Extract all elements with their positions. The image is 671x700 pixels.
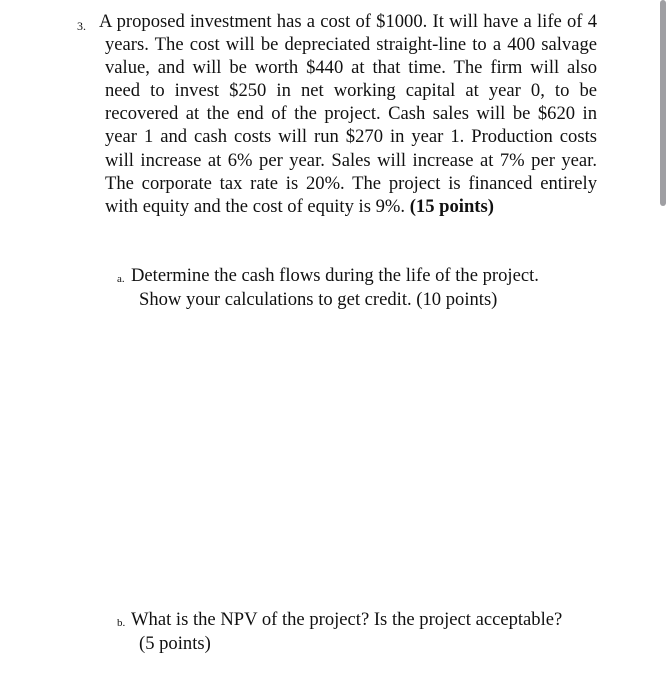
part-a-letter: a.: [117, 273, 125, 285]
question-number: 3.: [77, 19, 86, 33]
question-body: [99, 10, 597, 218]
question-points: (15 points): [409, 195, 494, 217]
part-a: [131, 264, 591, 311]
part-b-letter: b.: [117, 617, 126, 629]
part-a-line-2: Show your calculations to get credit. (10 points): [139, 288, 498, 310]
part-b: [131, 608, 611, 655]
part-a-line-1: Determine the cash flows during the life of the project.: [131, 265, 539, 286]
vertical-scrollbar[interactable]: [660, 0, 666, 206]
question-text: A proposed investment has a cost of $1000. It will have a life of 4 years. The cost will be depreciated straight-line to a 400 salvage value, and will be worth $440 at that time. The firm will also need to invest $250 in net working capital at year 0, to be recovered at the end of the project. Cash sales will be $620 in year 1 and cash costs will run $270 in year 1. Production costs will increase at 6% per year. Sales will increase at 7% per year. The corporate tax rate is 20%. The project is financed entirely with equity and the cost of equity is 9%.: [99, 11, 597, 217]
part-b-line-2: (5 points): [139, 632, 211, 654]
part-b-line-1: What is the NPV of the project? Is the project acceptable?: [131, 609, 563, 630]
